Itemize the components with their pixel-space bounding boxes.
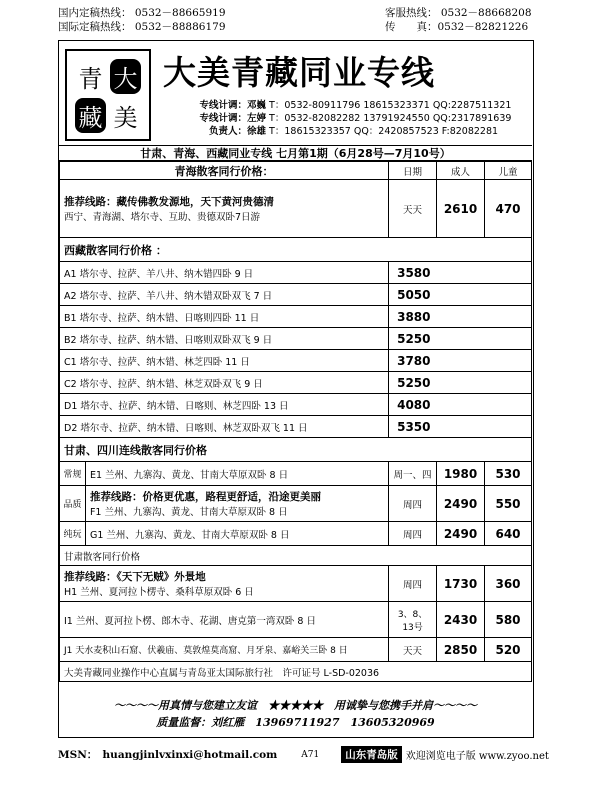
table-row: I1 兰州、夏河拉卜楞、郎木寺、花湖、唐克第一湾双卧 8 日 3、8、13号 2430 580 <box>60 602 532 638</box>
table-row: A2 塔尔寺、拉萨、羊八井、纳木错双卧双飞 7 日 5050 <box>60 284 532 306</box>
header <box>59 41 532 145</box>
quality-supervision: 质量监督：刘红雁 13969711927 13605320969 <box>156 716 435 729</box>
intl-hotline: 国际定稿热线： 0532－88886179 <box>58 21 226 33</box>
table-row: C2 塔尔寺、拉萨、纳木错、林芝双卧双飞 9 日 5250 <box>60 372 532 394</box>
col-child: 儿童 <box>485 162 532 180</box>
section-heading: 甘肃散客同行价格 <box>60 546 532 566</box>
website-note: 欢迎浏览电子版 www.zyoo.net <box>405 751 549 762</box>
brand-title: 大美青藏同业专线 <box>163 53 435 92</box>
bottom-bar <box>58 746 549 763</box>
section-heading: 西藏散客同行价格 ： <box>60 238 532 262</box>
hotlines <box>58 6 540 34</box>
gansu-header-row <box>60 546 532 566</box>
table-row: D2 塔尔寺、拉萨、纳木错、日喀则、林芝双卧双飞 11 日 5350 <box>60 416 532 438</box>
domestic-hotline: 国内定稿热线： 0532－88665919 <box>58 7 226 19</box>
qinghai-header-row <box>60 162 532 180</box>
table-row: C1 塔尔寺、拉萨、纳木错、林芝四卧 11 日 3780 <box>60 350 532 372</box>
contact-row: 专线计调：邓巍 T：0532-80911796 18615323371 QQ:2287511321 <box>199 100 512 111</box>
table-row: B1 塔尔寺、拉萨、纳木错、日喀则四卧 11 日 3880 <box>60 306 532 328</box>
operator-note: 大美青藏同业操作中心直属与青岛亚太国际旅行社 许可证号 L-SD-02036 <box>60 662 532 682</box>
table-row: J1 天水麦积山石窟、伏羲庙、莫敦煌莫高窟、月牙泉、嘉峪关三卧 8 日 天天 2850 520 <box>60 638 532 662</box>
operator-row <box>60 662 532 682</box>
gansu-sichuan-header-row <box>60 438 532 462</box>
logo-char: 青 <box>78 65 103 93</box>
price-table <box>59 161 532 682</box>
table-row <box>60 180 532 238</box>
footer-lines <box>59 697 532 731</box>
adult-price: 2610 <box>437 180 485 238</box>
table-row: 推荐线路：《天下无贼》外景地 H1 兰州、夏河拉卜楞寺、桑科草原双卧 6 日 周四 1730 360 <box>60 566 532 602</box>
logo-char: 藏 <box>75 98 106 133</box>
section-heading: 青海散客同行价格： <box>60 162 389 180</box>
service-hotline: 客服热线： 0532－88668208 <box>385 7 532 19</box>
table-row: B2 塔尔寺、拉萨、纳木错、日喀则双卧双飞 9 日 5250 <box>60 328 532 350</box>
flyer-frame <box>58 40 534 738</box>
date-cell: 天天 <box>389 180 437 238</box>
edition-tag: 山东青岛版 <box>341 746 402 763</box>
logo <box>65 49 151 141</box>
contact-row: 专线计调：左婷 T：0532-82082282 13791924550 QQ:2317891639 <box>199 113 512 124</box>
table-row: D1 塔尔寺、拉萨、纳木错、日喀则、林芝四卧 13 日 4080 <box>60 394 532 416</box>
table-row: 常规 E1 兰州、九寨沟、黄龙、甘南大草原双卧 8 日 周一、四 1980 530 <box>60 462 532 486</box>
issue-title: 甘肃、青海、西藏同业专线 七月第1期（6月28号—7月10号） <box>59 145 532 161</box>
contact-list <box>155 99 511 138</box>
msn-contact: MSN： huangjinlvxinxi@hotmail.com <box>58 749 278 761</box>
col-adult: 成人 <box>437 162 485 180</box>
slogan: ～～～～用真情与您建立友谊 ★★★★★ 用诚挚与您携手并肩～～～～ <box>114 699 477 712</box>
col-date: 日期 <box>389 162 437 180</box>
table-row: 品质 推荐线路：价格更优惠，路程更舒适，沿途更美丽 F1 兰州、九寨沟、黄龙、甘南大草原双卧 8 日 周四 2490 550 <box>60 486 532 522</box>
table-row: A1 塔尔寺、拉萨、羊八井、纳木错四卧 9 日 3580 <box>60 262 532 284</box>
tibet-header-row <box>60 238 532 262</box>
logo-char: 大 <box>110 59 141 94</box>
section-heading: 甘肃、四川连线散客同行价格 <box>60 438 532 462</box>
logo-char: 美 <box>113 104 138 132</box>
route-cell: 推荐线路：藏传佛教发源地，天下黄河贵德清 西宁、青海湖、塔尔寺、互助、贵德双卧7日游 <box>60 180 389 238</box>
contact-row: 负责人：徐雄 T：18615323357 QQ：2420857523 F:82082281 <box>208 126 499 137</box>
child-price: 470 <box>485 180 532 238</box>
page-number: A71 <box>301 749 320 760</box>
fax-number: 传 真：0532－82821226 <box>385 21 529 33</box>
table-row: 纯玩 G1 兰州、九寨沟、黄龙、甘南大草原双卧 8 日 周四 2490 640 <box>60 522 532 546</box>
